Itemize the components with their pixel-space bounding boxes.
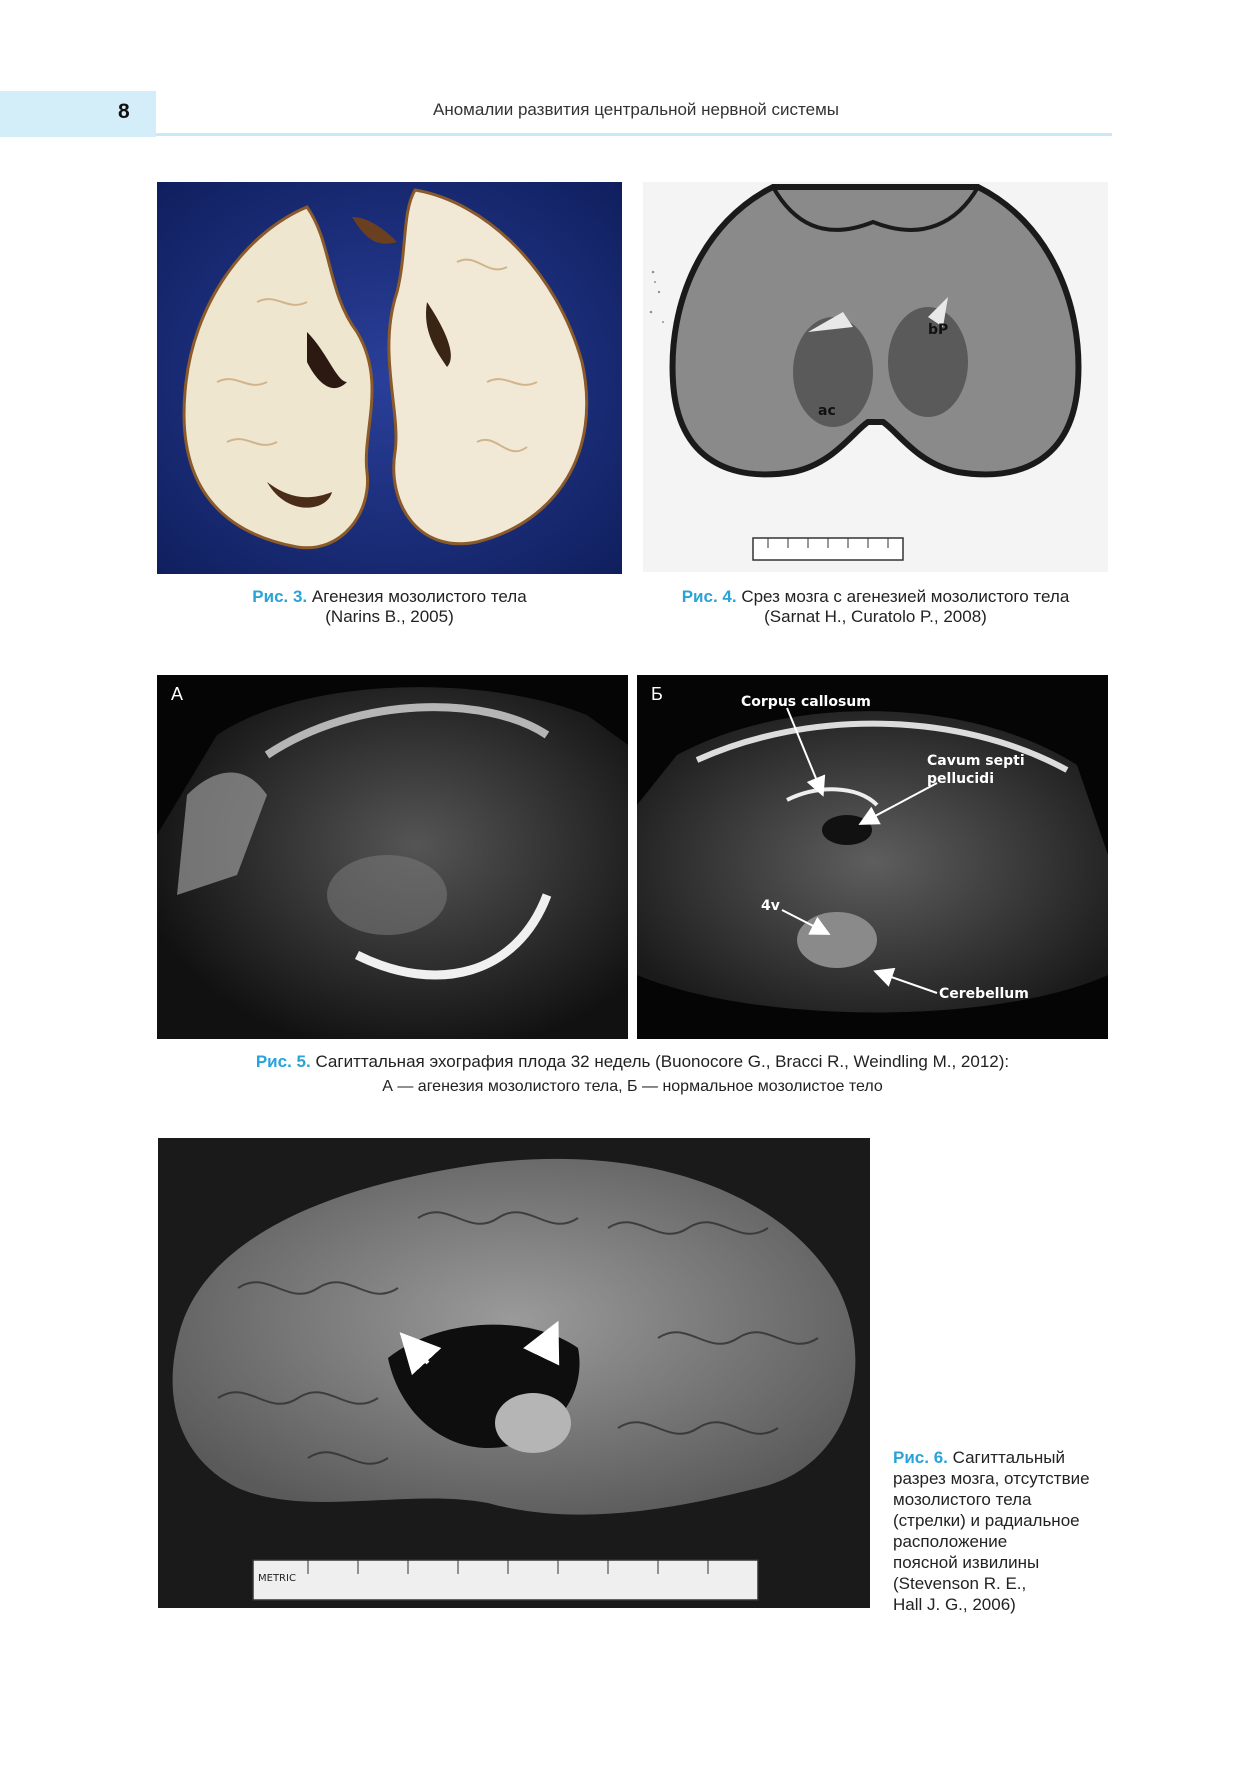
figure-6-caption-line2: разрез мозга, отсутствие [893, 1469, 1090, 1488]
figure-3-caption [157, 587, 622, 627]
figure-4-caption [643, 587, 1108, 627]
figure-3-caption-line1: Агенезия мозолистого тела [311, 587, 527, 606]
figure-5-caption-line1: Сагиттальная эхография плода 32 недель (Buonocore G., Bracci R., Weindling M., 2012): [315, 1052, 1010, 1071]
figure-6-label: Рис. 6. [893, 1448, 948, 1467]
figure-6-caption-line6: поясной извилины [893, 1553, 1040, 1572]
panel-b-letter: Б [651, 684, 663, 704]
figure-5-caption-line2: А — агенезия мозолистого тела, Б — нормальное мозолистое тело [382, 1078, 883, 1095]
label-4v: 4v [761, 898, 780, 914]
figure-4-label: Рис. 4. [681, 587, 737, 606]
panel-a-letter: А [171, 684, 184, 704]
figure-6-caption-line7: (Stevenson R. E., [893, 1574, 1027, 1593]
figure-3-image [157, 182, 622, 574]
ruler-label: METRIC [258, 1573, 296, 1584]
figure-6-image [158, 1138, 870, 1608]
figure-4-image [643, 182, 1108, 572]
figure-6-caption-line3: мозолистого тела [893, 1490, 1032, 1509]
figure-3-caption-line2: (Narins B., 2005) [325, 607, 454, 626]
figure-5b-image [637, 675, 1108, 1039]
figure-6-caption-line1: Сагиттальный [952, 1448, 1065, 1467]
metric-ruler [253, 1560, 758, 1600]
annotation-ac: ac [818, 403, 836, 419]
figure-6-caption-line5: расположение [893, 1532, 1008, 1551]
label-cerebellum: Cerebellum [939, 986, 1029, 1002]
figure-6-caption-line8: Hall J. G., 2006) [893, 1595, 1016, 1614]
figure-6-caption [893, 1447, 1108, 1615]
header-rule [156, 133, 1112, 136]
label-cavum-line1: Cavum septi [927, 753, 1025, 769]
annotation-bp: bP [928, 322, 949, 338]
figure-4-caption-line2: (Sarnat H., Curatolo P., 2008) [764, 607, 987, 626]
page-number: 8 [118, 100, 130, 123]
figure-3-label: Рис. 3. [252, 587, 308, 606]
figure-5-label: Рис. 5. [255, 1052, 311, 1071]
label-cavum-line2: pellucidi [927, 771, 994, 787]
figure-4-caption-line1: Срез мозга с агенезией мозолистого тела [741, 587, 1070, 606]
figure-5a-image [157, 675, 628, 1039]
page-number-band [0, 91, 156, 137]
figure-6-caption-line4: (стрелки) и радиальное [893, 1511, 1080, 1530]
figure-5-caption [157, 1052, 1108, 1097]
label-corpus-callosum: Corpus callosum [741, 694, 871, 710]
running-title: Аномалии развития центральной нервной системы [433, 100, 839, 119]
